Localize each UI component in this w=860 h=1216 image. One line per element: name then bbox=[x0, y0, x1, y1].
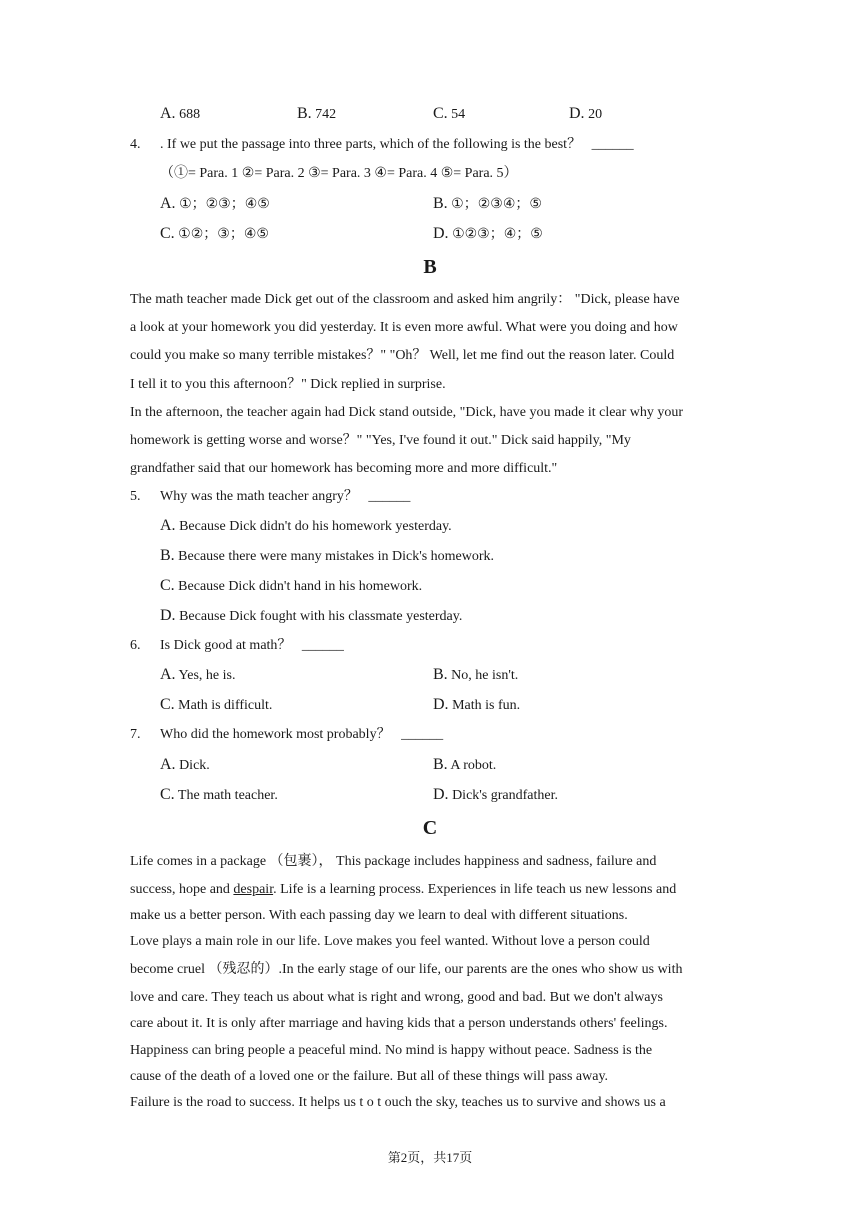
option-text: The math teacher. bbox=[177, 788, 278, 803]
option-text: Dick's grandfather. bbox=[452, 788, 558, 803]
passage-line: become cruel （残忍的）.In the early stage of our life, our parents are the ones who show us with bbox=[130, 962, 683, 977]
q5-option-b[interactable] bbox=[160, 546, 494, 567]
option-letter: C. bbox=[160, 225, 175, 242]
passage-line bbox=[130, 880, 676, 900]
section-b-title: B bbox=[423, 256, 437, 278]
option-letter: C. bbox=[160, 577, 175, 594]
option-text: 20 bbox=[588, 107, 603, 122]
passage-line: Love plays a main role in our life. Love makes you feel wanted. Without love a person could bbox=[130, 934, 650, 949]
answer-blank: ______ bbox=[401, 727, 444, 742]
passage-line: a look at your homework you did yesterday. It is even more awful. What were you doing and how bbox=[130, 320, 678, 335]
option-text: Because Dick didn't do his homework yesterday. bbox=[179, 519, 452, 534]
passage-line: Failure is the road to success. It helps us t o t ouch the sky, teaches us to survive and shows us a bbox=[130, 1095, 666, 1110]
answer-blank: ______ bbox=[591, 137, 634, 152]
q4-option-c[interactable] bbox=[160, 224, 269, 245]
passage-line: Life comes in a package （包裹）， This package includes happiness and sadness, failure and bbox=[130, 854, 657, 869]
page-number-footer: 第2页，共17页 bbox=[387, 1150, 473, 1165]
passage-line: In the afternoon, the teacher again had Dick stand outside, "Dick, have you made it clear why your bbox=[130, 405, 684, 420]
question-stem: Who did the homework most probably？ bbox=[160, 727, 391, 742]
option-text: Because there were many mistakes in Dick's homework. bbox=[178, 549, 495, 564]
q5-number: 5. bbox=[130, 489, 141, 504]
q3-option-c[interactable] bbox=[433, 104, 465, 125]
option-letter: D. bbox=[433, 225, 449, 242]
q7-option-b[interactable] bbox=[433, 755, 496, 776]
q5-option-c[interactable] bbox=[160, 576, 422, 597]
q4-option-a[interactable] bbox=[160, 194, 270, 215]
q6-option-a[interactable] bbox=[160, 665, 235, 686]
option-letter: D. bbox=[569, 105, 585, 122]
option-letter: A. bbox=[160, 195, 176, 212]
option-text: 742 bbox=[315, 107, 337, 122]
option-text: Math is difficult. bbox=[178, 698, 273, 713]
option-text: A robot. bbox=[450, 758, 497, 773]
option-text: ①；②③；④⑤ bbox=[179, 197, 270, 212]
option-letter: C. bbox=[160, 696, 175, 713]
q3-option-d[interactable] bbox=[569, 104, 602, 125]
passage-line: love and care. They teach us about what is right and wrong, good and bad. But we don't always bbox=[130, 990, 663, 1005]
option-letter: A. bbox=[160, 105, 176, 122]
q6-stem bbox=[160, 636, 344, 656]
q4-option-b[interactable] bbox=[433, 194, 542, 215]
q7-option-d[interactable] bbox=[433, 785, 558, 806]
answer-blank: ______ bbox=[301, 638, 344, 653]
option-letter: D. bbox=[160, 607, 176, 624]
q7-option-a[interactable] bbox=[160, 755, 210, 776]
option-letter: B. bbox=[433, 666, 448, 683]
passage-line: care about it. It is only after marriage and having kids that a person understands others' feelings. bbox=[130, 1016, 668, 1031]
q4-option-d[interactable] bbox=[433, 224, 543, 245]
option-text: 54 bbox=[451, 107, 466, 122]
passage-line: could you make so many terrible mistakes？" "Oh？ Well, let me find out the reason later. Could bbox=[130, 348, 675, 363]
q5-option-a[interactable] bbox=[160, 516, 452, 537]
passage-line: cause of the death of a loved one or the failure. But all of these things will pass away. bbox=[130, 1069, 609, 1084]
option-letter: D. bbox=[433, 786, 449, 803]
q6-option-d[interactable] bbox=[433, 695, 520, 716]
q6-number: 6. bbox=[130, 638, 141, 653]
option-text: Dick. bbox=[179, 758, 210, 773]
passage-line: Happiness can bring people a peaceful mind. No mind is happy without peace. Sadness is the bbox=[130, 1043, 653, 1058]
passage-line: I tell it to you this afternoon？" Dick replied in surprise. bbox=[130, 377, 446, 392]
q6-option-b[interactable] bbox=[433, 665, 518, 686]
option-letter: B. bbox=[433, 756, 448, 773]
question-stem: . If we put the passage into three parts, which of the following is the best？ bbox=[160, 137, 582, 152]
q3-option-a[interactable] bbox=[160, 104, 200, 125]
option-text: ①；②③④；⑤ bbox=[451, 197, 542, 212]
option-text: 688 bbox=[179, 107, 201, 122]
option-letter: C. bbox=[433, 105, 448, 122]
question-stem: Why was the math teacher angry？ bbox=[160, 489, 358, 504]
option-text: No, he isn't. bbox=[451, 668, 519, 683]
underlined-word: despair bbox=[233, 882, 274, 897]
passage-text: . Life is a learning process. Experiences in life teach us new lessons and bbox=[273, 882, 677, 897]
q5-option-d[interactable] bbox=[160, 606, 462, 627]
passage-line: make us a better person. With each passing day we learn to deal with different situations. bbox=[130, 908, 628, 923]
question-stem: Is Dick good at math？ bbox=[160, 638, 292, 653]
q7-stem bbox=[160, 725, 443, 745]
q4-number: 4. bbox=[130, 137, 141, 152]
answer-blank: ______ bbox=[368, 489, 411, 504]
passage-line: grandfather said that our homework has becoming more and more difficult." bbox=[130, 461, 558, 476]
option-letter: A. bbox=[160, 756, 176, 773]
q6-option-c[interactable] bbox=[160, 695, 272, 716]
option-text: Yes, he is. bbox=[178, 668, 236, 683]
option-text: Because Dick fought with his classmate yesterday. bbox=[179, 609, 463, 624]
q4-stem bbox=[160, 135, 634, 155]
q5-stem bbox=[160, 487, 410, 507]
section-c-title: C bbox=[422, 817, 438, 839]
option-text: ①②；③；④⑤ bbox=[178, 227, 269, 242]
option-letter: D. bbox=[433, 696, 449, 713]
q7-option-c[interactable] bbox=[160, 785, 278, 806]
option-text: Math is fun. bbox=[452, 698, 521, 713]
q7-number: 7. bbox=[130, 727, 141, 742]
option-letter: B. bbox=[433, 195, 448, 212]
passage-line: The math teacher made Dick get out of the classroom and asked him angrily： "Dick, please have bbox=[130, 292, 680, 307]
q3-option-b[interactable] bbox=[297, 104, 336, 125]
option-letter: B. bbox=[160, 547, 175, 564]
passage-line: homework is getting worse and worse？" "Yes, I've found it out." Dick said happily, "My bbox=[130, 433, 631, 448]
option-letter: C. bbox=[160, 786, 175, 803]
q4-note: （①= Para. 1 ②= Para. 2 ③= Para. 3 ④= Para. 4 ⑤= Para. 5） bbox=[160, 166, 518, 181]
option-text: Because Dick didn't hand in his homework. bbox=[178, 579, 423, 594]
option-text: ①②③；④；⑤ bbox=[452, 227, 543, 242]
option-letter: B. bbox=[297, 105, 312, 122]
option-letter: A. bbox=[160, 517, 176, 534]
option-letter: A. bbox=[160, 666, 176, 683]
passage-text: success, hope and bbox=[130, 882, 234, 897]
